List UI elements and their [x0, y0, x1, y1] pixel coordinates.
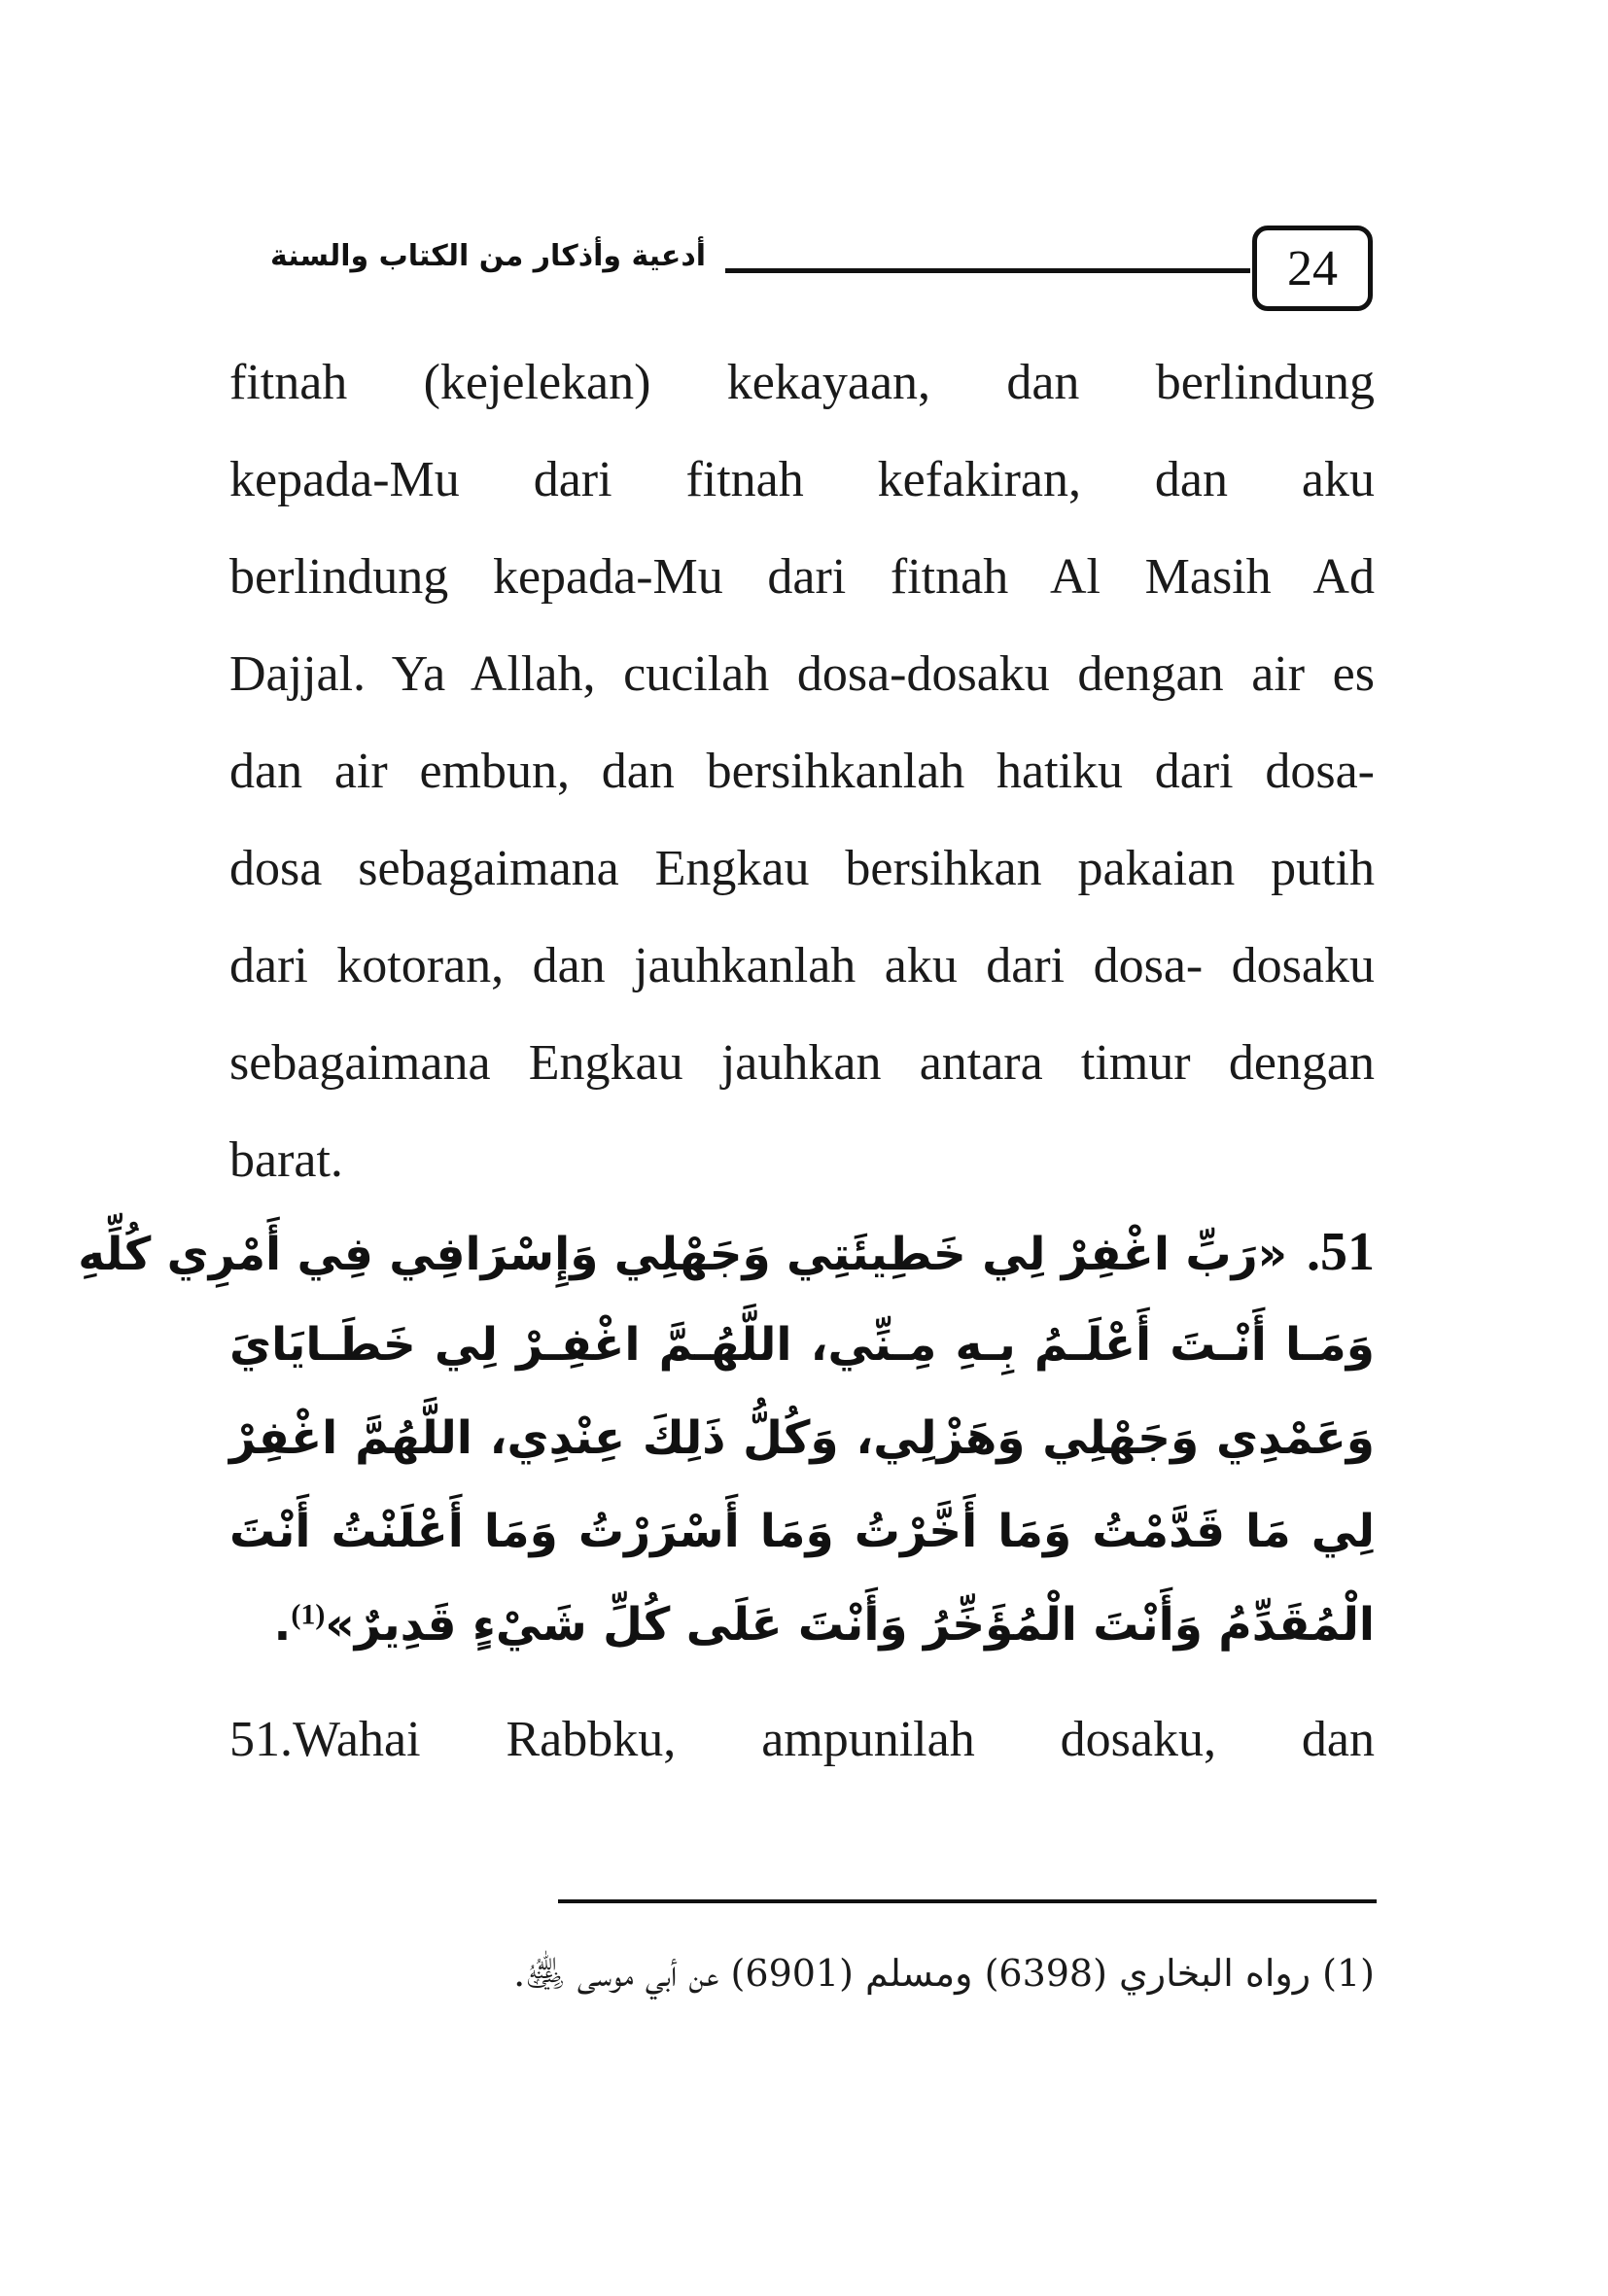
hadith-arabic — [78, 1205, 1375, 1672]
footnote-rule — [558, 1899, 1377, 1903]
hadith-text: الْمُقَدِّمُ وَأَنْتَ الْمُؤَخِّرُ وَأَنْتَ عَلَى كُلِّ شَيْءٍ قَدِيرٌ» — [325, 1598, 1375, 1652]
text-line: dan air embun, dan bersihkanlah hatiku dari dosa- — [229, 744, 1375, 799]
header-rule — [725, 268, 1250, 273]
footnote: (1) رواه البخاري (6398) ومسلم (6901) عن أبي موسى ﵁. — [513, 1952, 1375, 1995]
text-line: barat. — [229, 1132, 343, 1188]
hadith-line: لِي مَا قَدَّمْتُ وَمَا أَخَّرْتُ وَمَا أَسْرَرْتُ وَمَا أَعْلَنْتُ أَنْتَ — [229, 1505, 1375, 1558]
hadith-number: 51. — [1307, 1222, 1375, 1282]
footnote-marker: (1) — [291, 1598, 326, 1631]
text-line: kepada-Mu dari fitnah kefakiran, dan aku — [229, 452, 1375, 507]
paragraph-translation — [229, 1691, 1375, 1789]
text-line: fitnah (kejelekan) kekayaan, dan berlindung — [229, 355, 1375, 410]
text-line: 51.Wahai Rabbku, ampunilah dosaku, dan — [229, 1712, 1375, 1767]
running-title: أدعية وأذكار من الكتاب والسنة — [270, 239, 707, 273]
text-line: berlindung kepada-Mu dari fitnah Al Masih Ad — [229, 549, 1375, 605]
hadith-line — [229, 1579, 1375, 1672]
text-line: dari kotoran, dan jauhkanlah aku dari dosa- dosaku — [229, 938, 1375, 993]
text-line: Dajjal. Ya Allah, cucilah dosa-dosaku dengan air es — [229, 646, 1375, 702]
paragraph-translation-continued — [229, 334, 1375, 1209]
hadith-line: وَعَمْدِي وَجَهْلِي وَهَزْلِي، وَكُلُّ ذَلِكَ عِنْدِي، اللَّهُمَّ اغْفِرْ — [229, 1411, 1375, 1465]
hadith-line: وَمَـا أَنْـتَ أَعْلَـمُ بِـهِ مِـنِّي، اللَّهُـمَّ اغْفِـرْ لِي خَطَـايَايَ — [229, 1318, 1375, 1372]
hadith-text: «رَبِّ اغْفِرْ لِي خَطِيئَتِي وَجَهْلِي وَإِسْرَافِي فِي أَمْرِي كُلِّهِ — [78, 1228, 1287, 1281]
page-number: 24 — [1252, 226, 1373, 311]
page-header — [229, 220, 1390, 319]
text-line: sebagaimana Engkau jauhkan antara timur dengan — [229, 1035, 1375, 1091]
hadith-line — [78, 1205, 1375, 1299]
end-punctuation: . — [273, 1598, 292, 1652]
text-line: dosa sebagaimana Engkau bersihkan pakaian putih — [229, 841, 1375, 896]
